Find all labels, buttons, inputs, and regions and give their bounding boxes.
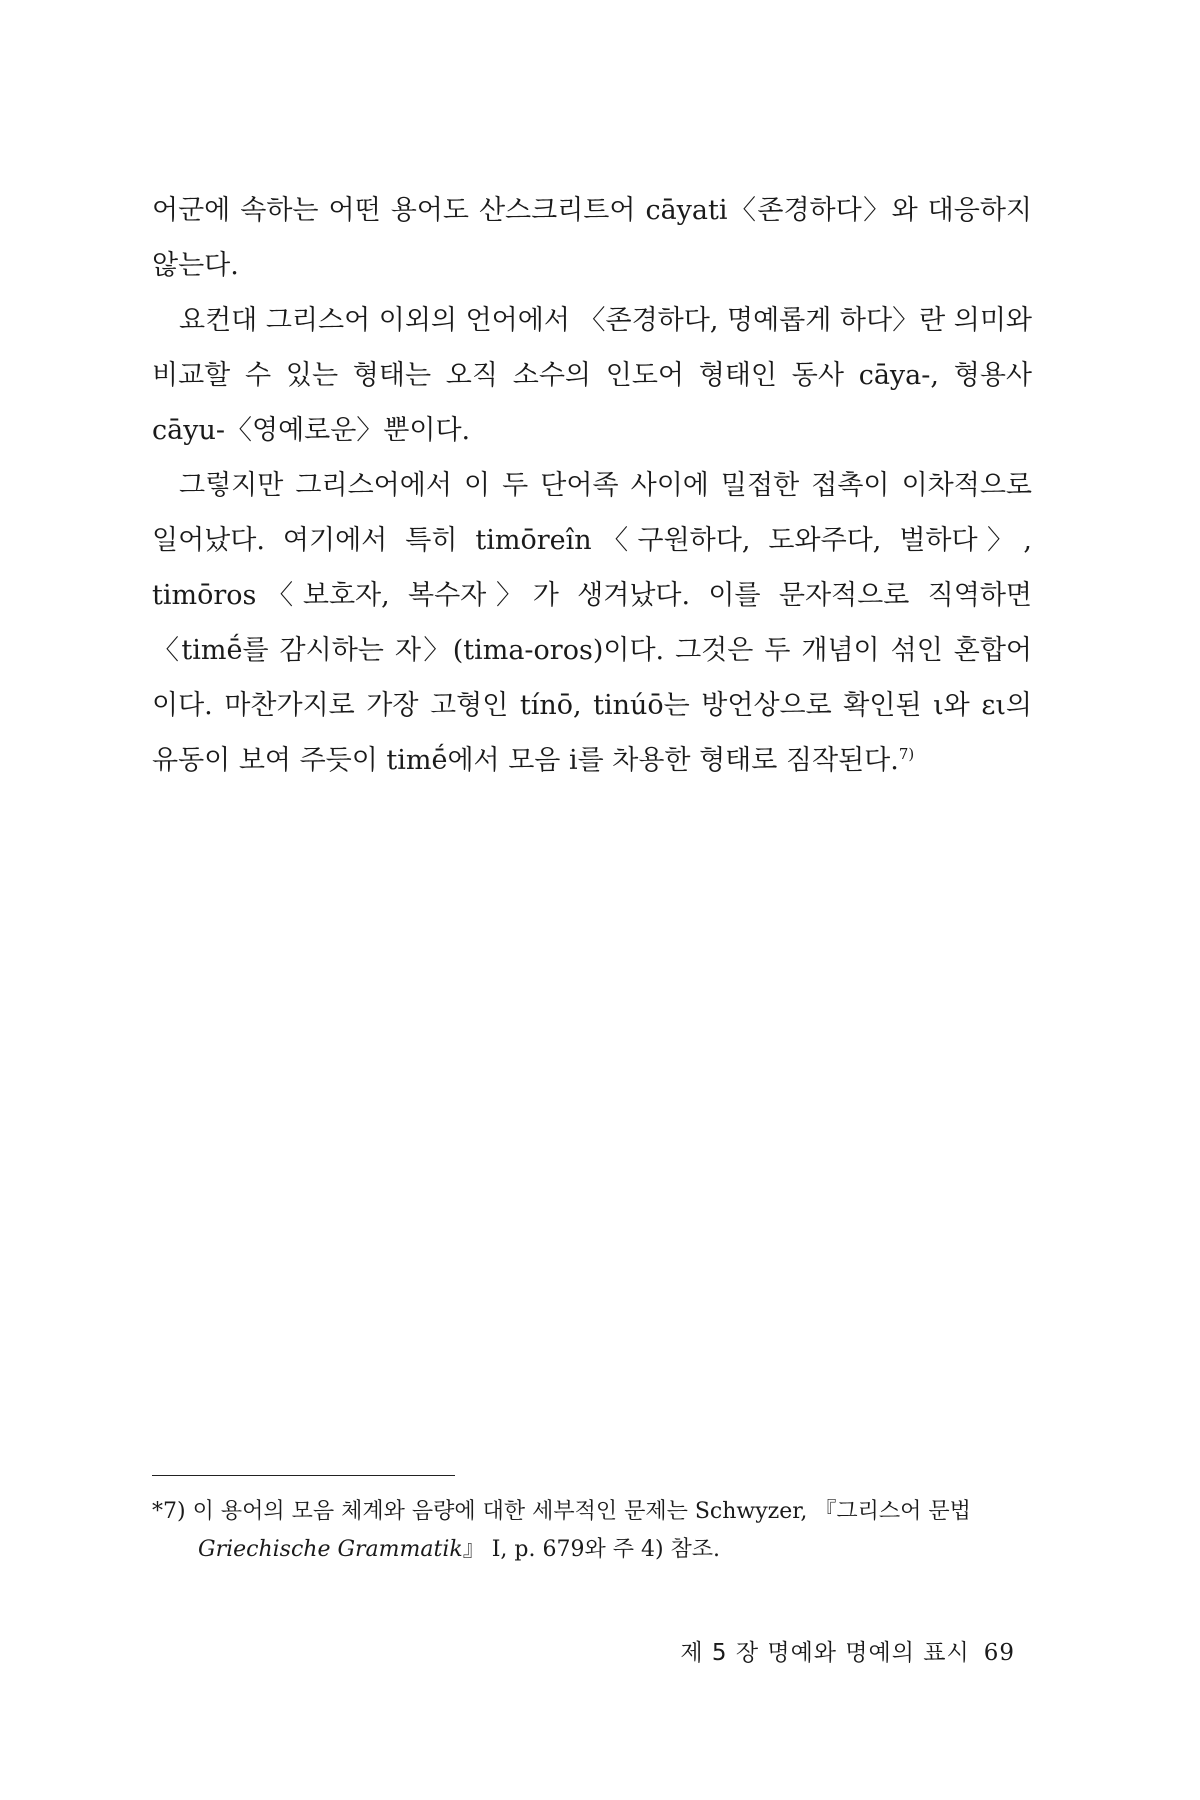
footnote-reference[interactable]: 7) xyxy=(898,745,915,763)
footnote-divider xyxy=(152,1475,455,1476)
running-footer xyxy=(680,1634,1015,1667)
paragraph-2-text: 요컨대 그리스어 이외의 언어에서 〈존경하다, 명예롭게 하다〉란 의미와 비교할 수 있는 형태는 오직 소수의 인도어 형태인 동사 cāya-, 형용사 cāyu-〈영예로운〉뿐이다. xyxy=(152,305,1032,446)
paragraph-1 xyxy=(152,183,1032,293)
chapter-title: 제 5 장 명예와 명예의 표시 xyxy=(680,1640,970,1666)
body-text xyxy=(152,183,1032,788)
paragraph-3 xyxy=(152,458,1032,788)
footnote-line-2-text: 』 I, p. 679와 주 4) 참조. xyxy=(462,1537,721,1562)
footnote-line-2 xyxy=(152,1531,1032,1569)
footnote xyxy=(152,1493,1032,1569)
footnote-line-1 xyxy=(152,1493,1032,1531)
paragraph-3-text: 그렇지만 그리스어에서 이 두 단어족 사이에 밀접한 접촉이 이차적으로 일어났다. 여기에서 특히 timōreîn〈구원하다, 도와주다, 벌하다〉, timōros〈보호자, 복수자〉가 생겨났다. 이를 문자적으로 직역하면 〈timḗ를 감시하는 자〉(tima-oros)이다. 그것은 두 개념이 섞인 혼합어이다. 마찬가지로 가장 고형인 tínō, tinúō는 방언상으로 확인된 ι와 ει의 유동이 보여 주듯이 timḗ에서 모음 i를 차용한 형태로 짐작된다. xyxy=(152,470,1032,776)
paragraph-2 xyxy=(152,293,1032,458)
footnote-book-title: Griechische Grammatik xyxy=(198,1537,463,1562)
page-number: 69 xyxy=(983,1640,1015,1666)
footnote-line-1-text: 이 용어의 모음 체계와 음량에 대한 세부적인 문제는 Schwyzer, 『그리스어 문법 xyxy=(192,1499,971,1524)
paragraph-1-text: 어군에 속하는 어떤 용어도 산스크리트어 cāyati〈존경하다〉와 대응하지 않는다. xyxy=(152,195,1032,281)
footnote-marker: *7) xyxy=(152,1499,186,1524)
